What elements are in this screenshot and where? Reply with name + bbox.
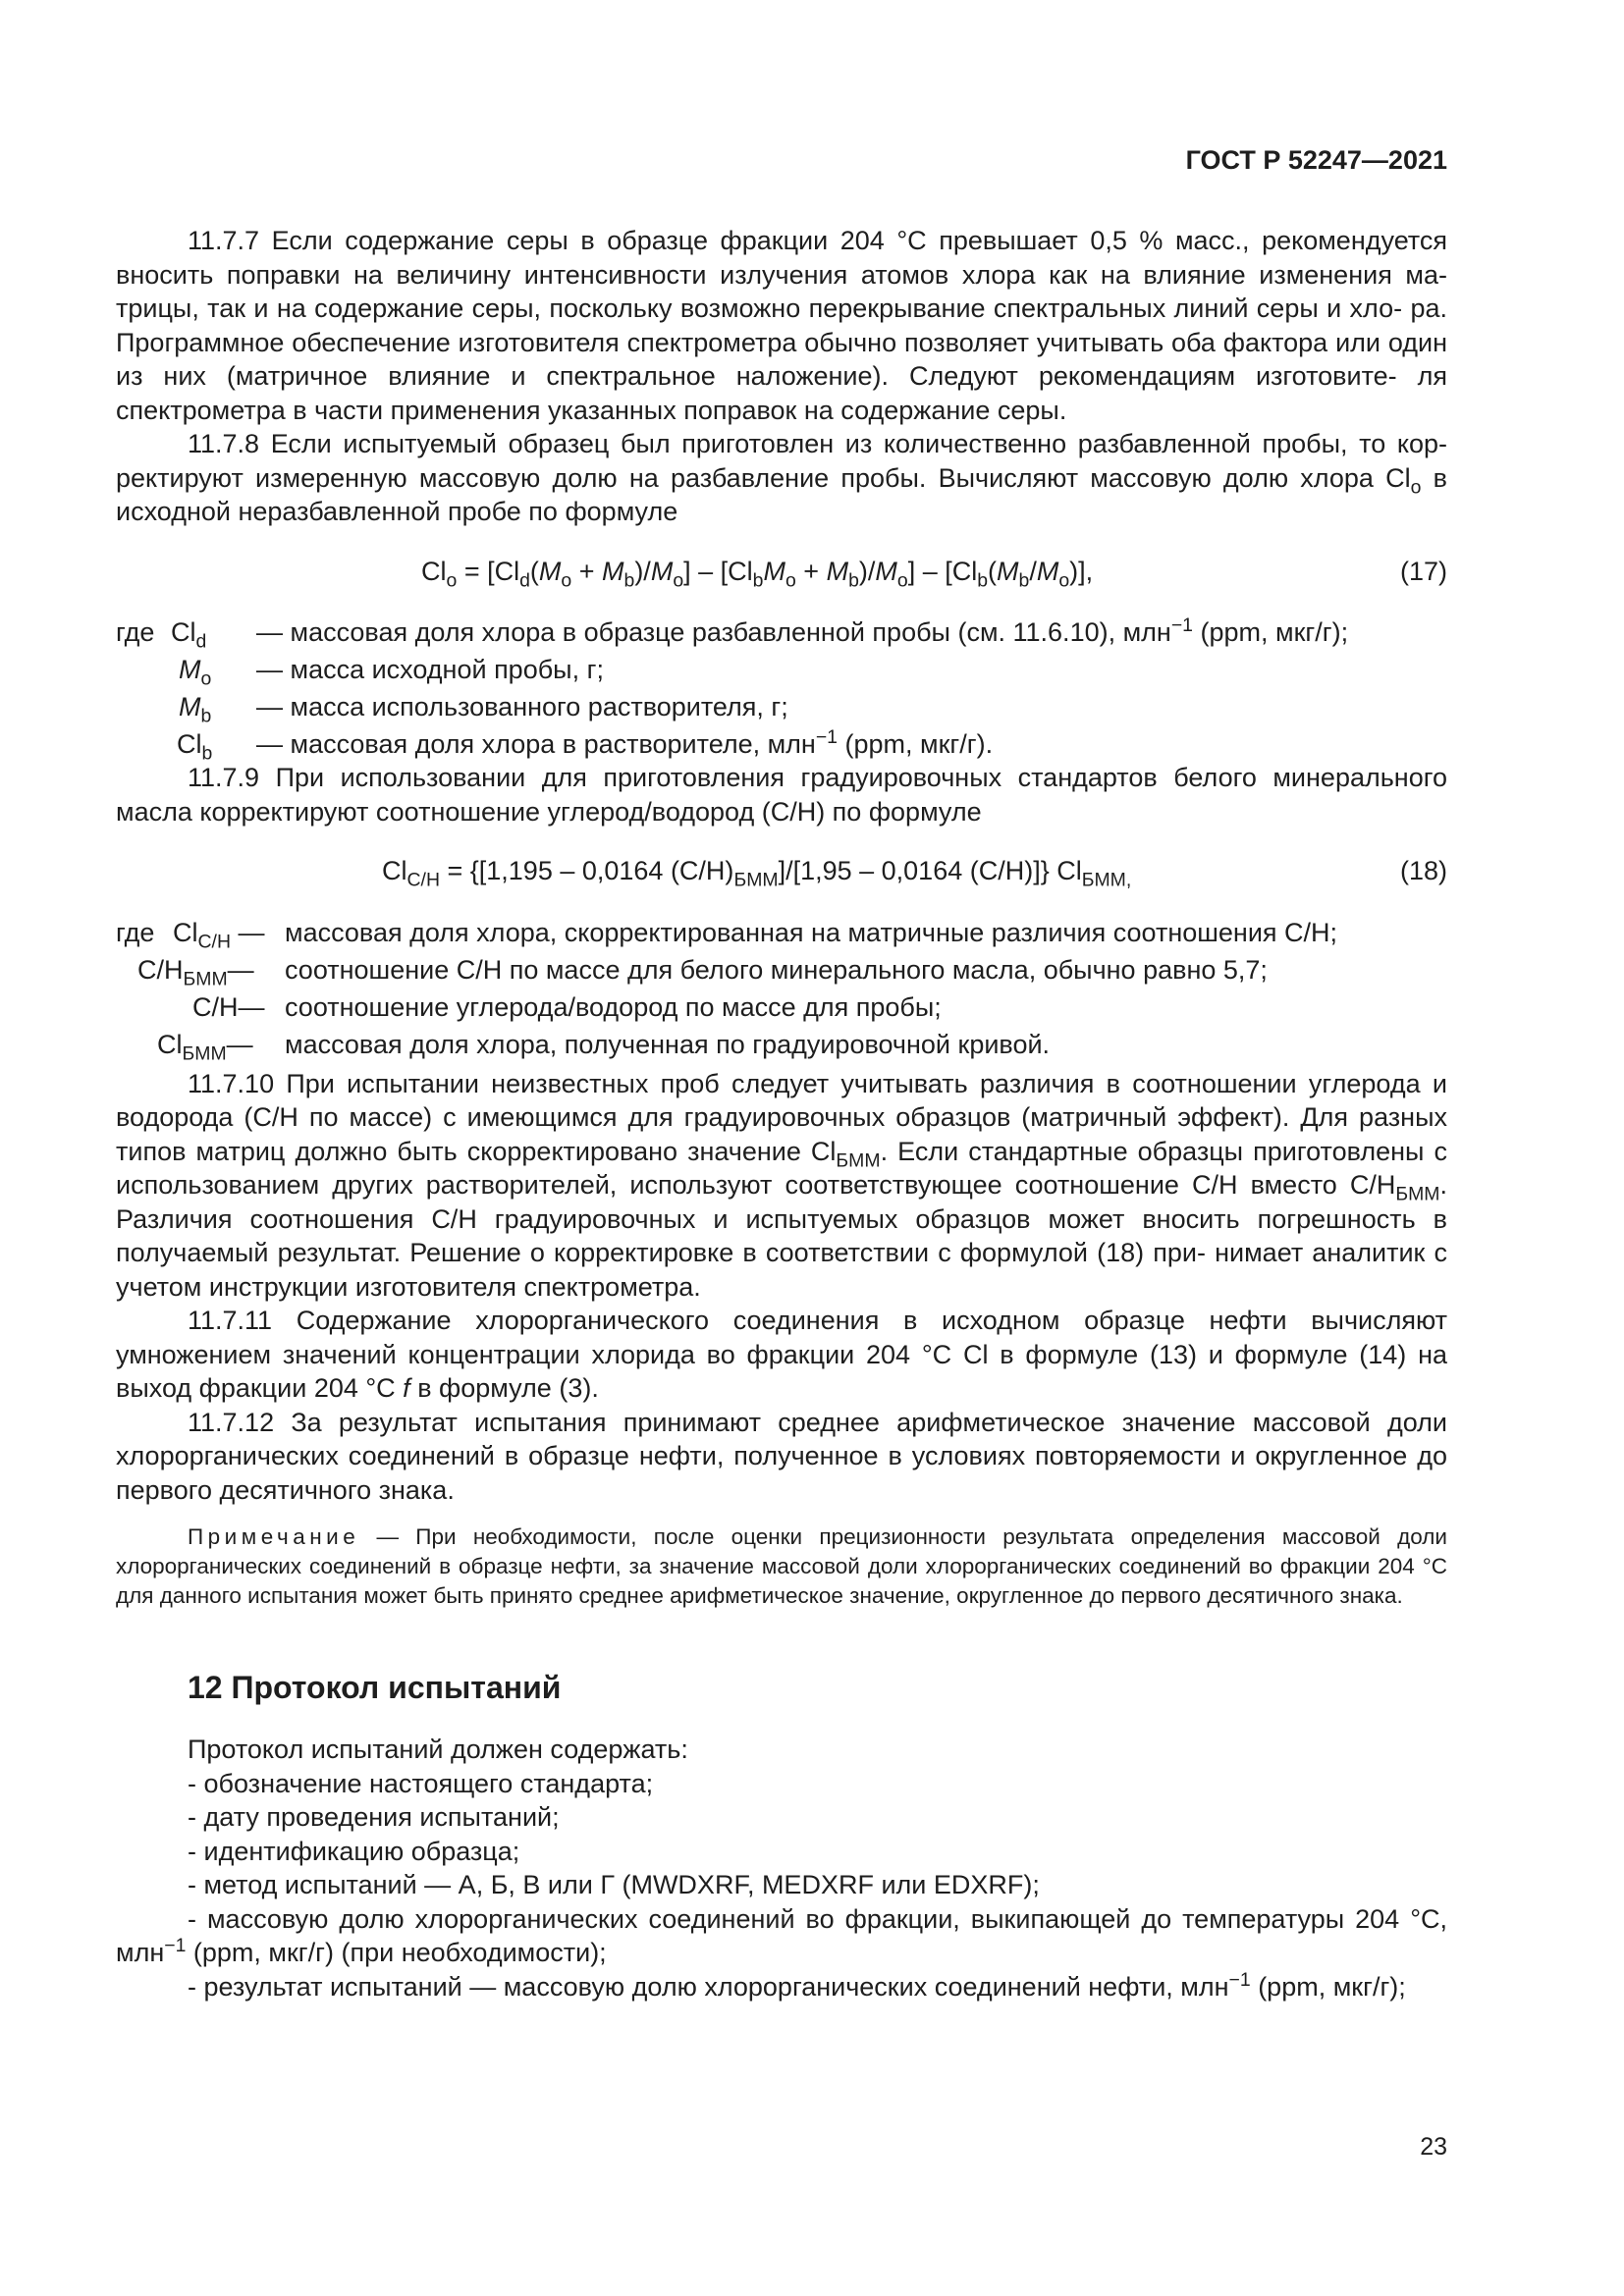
section-heading: 12 Протокол испытаний	[188, 1670, 562, 1705]
formula-17	[116, 555, 1447, 589]
paragraph-11-7-11: 11.7.11 Содержание хлорорганического соединения в исходном образце нефти вычисляют умножением значений концентрации хлорида во фракции 204 °С Cl в формуле (13) и формуле (14) на выход фракции 204 °С f в формуле (3).	[116, 1306, 1447, 1403]
note: Примечание — При необходимости, после оценки прецизионности результата определения массовой доли хлорорганических соединений в образце нефти, за значение массовой доли хлорорганических соединений во фракции 204 °С для данного испытания может быть принято среднее арифметическое значение, округленное до первого десятичного знака.	[116, 1524, 1447, 1608]
paragraph-11-7-9: 11.7.9 При использовании для приготовления градуировочных стандартов белого минерального масла корректируют соотношение углерод/водород (С/Н) по формуле	[116, 763, 1447, 827]
definition-row: где $Cl_{C/H}$ — массовая доля хлора, скорректированная на матричные различия соотношения С/Н;	[116, 917, 1338, 952]
list-item: - метод испытаний — А, Б, В или Г (MWDXRF, MEDXRF или EDXRF);	[188, 1870, 1040, 1899]
list-item: - идентификацию образца;	[188, 1836, 520, 1866]
formula-17-number: (17)	[1399, 556, 1447, 586]
list-item: - дату проведения испытаний;	[188, 1802, 560, 1832]
definition-row: $Cl_{БММ}—$ массовая доля хлора, полученная по градуировочной кривой.	[157, 1029, 1051, 1064]
paragraph-11-7-12: 11.7.12 За результат испытания принимают среднее арифметическое значение массовой доли хлорорганических соединений в образце нефти, полученное в условиях повторяемости и округленное до первого десятичного знака.	[116, 1407, 1447, 1505]
formula-17-definitions	[116, 615, 1447, 765]
formula-17-expression: $Cl_o = [Cl_d(M_o + M_b)/M_o] - [Cl_bM_o + M_b)/M_o] - [Cl_b(M_b/M_o)]$,	[421, 556, 1094, 591]
list-item: - массовую долю хлорорганических соединений во фракции, выкипающей до температуры 204 °С, млн$^{-1}$ (ppm, мкг/г) (при необходимости);	[116, 1903, 1447, 1967]
definition-row: где $Cl_d$ — массовая доля хлора в образце разбавленной пробы (см. 11.6.10), млн$^{-1}$ (ppm, мкг/г);	[116, 614, 1349, 653]
definition-row: $M_o$ — масса исходной пробы, г;	[179, 655, 604, 690]
paragraph-11-7-8: 11.7.8 Если испытуемый образец был приготовлен из количественно разбавленной пробы, то кор- ректируют измеренную массовую долю на разбавление пробы. Вычисляют массовую долю хлора $Cl_o$ в исходной неразбавленной пробе по формуле	[116, 429, 1447, 526]
definition-row: $Cl_b$ — массовая доля хлора в растворителе, млн$^{-1}$ (ppm, мкг/г).	[177, 726, 994, 765]
standard-header: ГОСТ Р 52247—2021	[1185, 145, 1447, 175]
formula-18-expression: $Cl_{C/H} = \{[1,195 - 0,0164$ $(С/Н)_{БММ}]/[1,95 - 0,0164$ (С/Н)]} $Cl_{БММ,}$	[382, 856, 1132, 891]
document-body	[116, 224, 1447, 2003]
note-label: Примечание	[188, 1524, 360, 1549]
protocol-list: Протокол испытаний должен содержать: - обозначение настоящего стандарта; - дату проведения испытаний; - идентификацию образца; - метод испытаний — А, Б, В или Г (MWDXRF, MEDXRF или EDXRF); - массовую долю хлорорганических соединений во фракции, выкипающей до температуры 204 °С, млн$^{-1}$ (ppm, мкг/г) (при необходимости); - результат испытаний — массовую долю хлорорганических соединений нефти, млн$^{-1}$ (ppm, мкг/г);	[116, 1733, 1447, 2003]
paragraph-11-7-7: 11.7.7 Если содержание серы в образце фракции 204 °С превышает 0,5 % масс., рекомендуется вносить поправки на величину интенсивности излучения атомов хлора как на влияние изменения ма- трицы, так и на содержание серы, поскольку возможно перекрывание спектральных линий серы и хло- ра. Программное обеспечение изготовителя спектрометра обычно позволяет учитывать оба фактора или один из них (матричное влияние и спектральное наложение). Следуют рекомендациям изготовите- ля спектрометра в части применения указанных поправок на содержание серы.	[116, 226, 1447, 425]
paragraph-11-7-10: 11.7.10 При испытании неизвестных проб следует учитывать различия в соотношении углерода и водорода (С/Н по массе) с имеющимся для градуировочных образцов (матричный эффект). Для разных типов матриц должно быть скорректировано значение $Cl_{БММ}$. Если стандартные образцы приготовлены с использованием других растворителей, используют соответствующее соотношение С/Н вместо $С/Н_{БММ}$. Различия соотношения С/Н градуировочных и испытуемых образцов может вносить погрешность в получаемый результат. Решение о корректировке в соответствии с формулой (18) при- нимает аналитик с учетом инструкции изготовителя спектрометра.	[116, 1068, 1447, 1302]
list-item: - обозначение настоящего стандарта;	[188, 1768, 654, 1798]
formula-18-number: (18)	[1399, 856, 1447, 885]
definition-row: $M_b$ — масса использованного растворителя, г;	[179, 692, 788, 727]
formula-18-definitions	[116, 916, 1447, 1065]
page-number: 23	[1420, 2133, 1447, 2161]
list-item: - результат испытаний — массовую долю хлорорганических соединений нефти, млн$^{-1}$ (ppm, мкг/г);	[188, 1968, 1406, 2002]
definition-row: С/Н— соотношение углерода/водород по массе для пробы;	[192, 991, 942, 1022]
formula-18	[116, 854, 1447, 891]
definition-row: $С/Н_{БММ}—$ соотношение С/Н по массе для белого минерального масла, обычно равно 5,7;	[137, 954, 1268, 989]
